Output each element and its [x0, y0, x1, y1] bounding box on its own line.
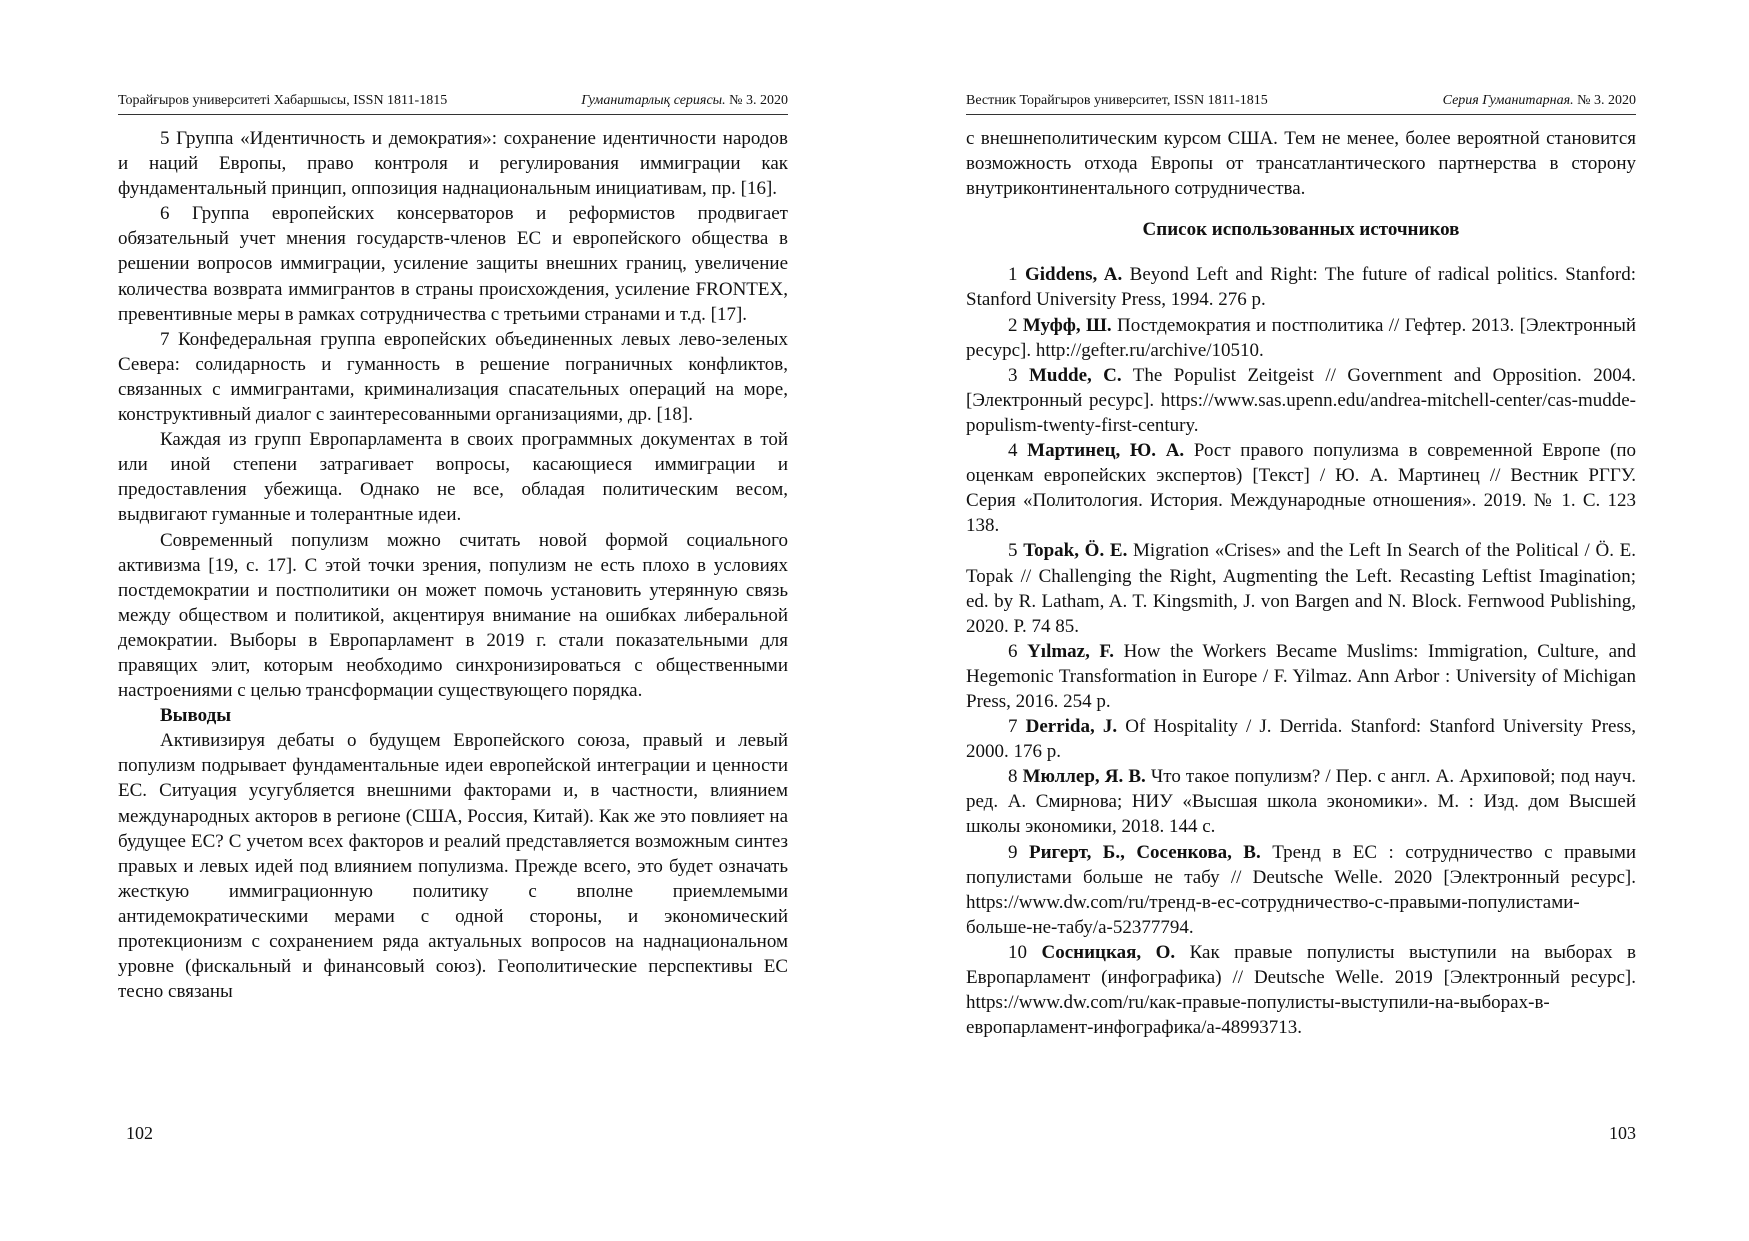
reference-item: [966, 438, 1636, 538]
reference-number: 9: [1008, 841, 1018, 863]
reference-text: How the Workers Became Muslims: Immigration, Culture, and Hegemonic Transformation in Europe / F. Yilmaz. Ann Arbor : University of Michigan Press, 2016. 254 p.: [966, 640, 1637, 712]
reference-item: [966, 538, 1636, 638]
reference-author: Yılmaz, F.: [1027, 640, 1115, 662]
reference-author: Derrida, J.: [1025, 716, 1118, 738]
references-title: Список использованных источников: [1142, 219, 1460, 241]
reference-item: [966, 363, 1636, 438]
reference-number: 8: [1008, 766, 1018, 788]
paragraph: Каждая из групп Европарламента в своих программных документах в той или иной степени затрагивает вопросы, касающиеся иммиграции и предоставления убежища. Однако не все, обладая политическим весом, выдвигают гуманные и толерантные идеи.: [118, 429, 788, 526]
paragraph: 7 Конфедеральная группа европейских объединенных левых лево-зеленых Севера: солидарность и гуманность в решение пограничных конфликтов, связанных с иммигрантами, криминализация спасательных операций на море, конструктивный диалог с заинтересованными организациями, др. [18].: [118, 328, 788, 426]
right-series: Серия Гуманитарная.: [1442, 93, 1574, 108]
reference-author: Ригерт, Б., Сосенкова, В.: [1028, 841, 1261, 863]
reference-text: Рост правого популизма в современной Европе (по оценкам европейских экспертов) [Текст] / Ю. А. Мартинец // Вестник РГГУ. Серия «Политология. История. Международные отношения». 2019. № 1. С. 123 138.: [966, 440, 1636, 537]
left-journal-title: Торайғыров университеті Хабаршысы, ISSN 1811-1815: [118, 93, 448, 108]
paragraph: Современный популизм можно считать новой формой социального активизма [19, с. 17]. С этой точки зрения, популизм не есть плохо в условиях постдемократии и постполитики он может помочь установить утерянную связь между обществом и политикой, акцентируя внимание на ошибках либеральной демократии. Выборы в Европарламент в 2019 г. стали показательными для правящих элит, которым необходимо синхронизироваться с общественными настроениями с целью трансформации существующего порядка.: [118, 529, 788, 702]
reference-author: Giddens, A.: [1024, 264, 1123, 286]
left-running-header: [118, 92, 788, 115]
reference-text: Of Hospitality / J. Derrida. Stanford: Stanford University Press, 2000. 176 p.: [966, 716, 1637, 763]
conclusions-heading: Выводы: [160, 705, 232, 727]
reference-text: Migration «Crises» and the Left In Search of the Political / Ö. E. Topak // Challenging the Right, Augmenting the Left. Recasting Leftist Imagination; ed. by R. Latham, A. T. Kingsmith, J. von Bargen and N. Block. Fernwood Publishing, 2020. P. 74 85.: [966, 540, 1637, 637]
reference-number: 4: [1008, 440, 1018, 462]
reference-item: [966, 764, 1636, 839]
reference-item: [966, 639, 1636, 714]
reference-item: [966, 940, 1636, 1040]
reference-item: [966, 262, 1636, 312]
left-page-body: [118, 126, 788, 1004]
reference-number: 6: [1008, 640, 1018, 662]
reference-number: 2: [1008, 314, 1018, 336]
right-issue: № 3. 2020: [1577, 93, 1636, 108]
reference-number: 7: [1008, 716, 1018, 738]
left-issue: № 3. 2020: [729, 93, 788, 108]
reference-text: Постдемократия и постполитика // Гефтер. 2013. [Электронный ресурс]. http://gefter.ru/archive/10510.: [966, 314, 1637, 361]
reference-item: [966, 840, 1636, 940]
reference-item: [966, 714, 1636, 764]
reference-author: Mudde, C.: [1028, 364, 1122, 386]
reference-author: Мартинец, Ю. А.: [1027, 440, 1185, 462]
reference-author: Topak, Ö. E.: [1023, 540, 1128, 562]
reference-number: 10: [1008, 941, 1027, 963]
right-page-body: [966, 126, 1636, 1040]
reference-author: Муфф, Ш.: [1022, 314, 1112, 336]
reference-text: Beyond Left and Right: The future of radical politics. Stanford: Stanford University Press, 1994. 276 p.: [966, 264, 1637, 311]
reference-text: Что такое популизм? / Пер. с англ. А. Архиповой; под науч. ред. А. Смирнова; НИУ «Высшая школа экономики». М. : Изд. дом Высшей школы экономики, 2018. 144 с.: [966, 766, 1637, 838]
page-number-left: 102: [126, 1123, 153, 1143]
paragraph: 6 Группа европейских консерваторов и реформистов продвигает обязательный учет мнения государств-членов ЕС и европейского общества в решении вопросов иммиграции, усиление защиты внешних границ, увеличение количества возврата иммигрантов в страны происхождения, усиление FRONTEX, превентивные меры в рамках сотрудничества с третьими странами и т.д. [17].: [118, 203, 788, 325]
right-running-header: [966, 92, 1636, 115]
reference-number: 1: [1008, 264, 1018, 286]
page-number-right: 103: [1609, 1123, 1636, 1143]
paragraph: 5 Группа «Идентичность и демократия»: сохранение идентичности народов и наций Европы, право контроля и регулирования иммиграции как фундаментальный принцип, оппозиция наднациональным инициативам, пр. [16].: [118, 128, 788, 200]
left-series: Гуманитарлық сериясы.: [581, 93, 726, 108]
reference-number: 3: [1008, 364, 1018, 386]
reference-author: Сосницкая, О.: [1041, 941, 1176, 963]
reference-number: 5: [1008, 540, 1018, 562]
reference-text: Тренд в ЕС : сотрудничество с правыми популистами больше не табу // Deutsche Welle. 2020 [Электронный ресурс]. https://www.dw.com/ru/тренд-в-ес-сотрудничество-с-правыми-популистами-больше-не-табу/a-52377794.: [966, 841, 1637, 938]
reference-text: The Populist Zeitgeist // Government and Opposition. 2004. [Электронный ресурс]. https://www.sas.upenn.edu/andrea-mitchell-center/cas-mudde-populism-twenty-first-century.: [966, 364, 1636, 436]
reference-item: [966, 313, 1636, 363]
reference-author: Мюллер, Я. В.: [1022, 766, 1146, 788]
reference-text: Как правые популисты выступили на выборах в Европарламент (инфографика) // Deutsche Welle. 2019 [Электронный ресурс]. https://www.dw.com/ru/как-правые-популисты-выступили-на-выборах-в-европарламент-инфографика/a-48993713.: [966, 941, 1637, 1039]
continuation-paragraph: с внешнеполитическим курсом США. Тем не менее, более вероятной становится возможность отхода Европы от трансатлантического партнерства в сторону внутриконтинентального сотрудничества.: [966, 128, 1636, 200]
right-journal-title: Вестник Торайгыров университет, ISSN 1811-1815: [966, 93, 1268, 108]
conclusions-paragraph: Активизируя дебаты о будущем Европейского союза, правый и левый популизм подрывает фундаментальные идеи европейской интеграции и ценности ЕС. Ситуация усугубляется внешними факторами и, в частности, влиянием международных акторов в регионе (США, Россия, Китай). Как же это повлияет на будущее ЕС? С учетом всех факторов и реалий представляется возможным синтез правых и левых идей под влиянием популизма. Прежде всего, это будет означать жесткую иммиграционную политику с вполне приемлемыми антидемократическими мерами с одной стороны, и экономический протекционизм с сохранением ряда актуальных вопросов на наднациональном уровне (фискальный и финансовый союз). Геополитические перспективы ЕС тесно связаны: [118, 730, 788, 1003]
